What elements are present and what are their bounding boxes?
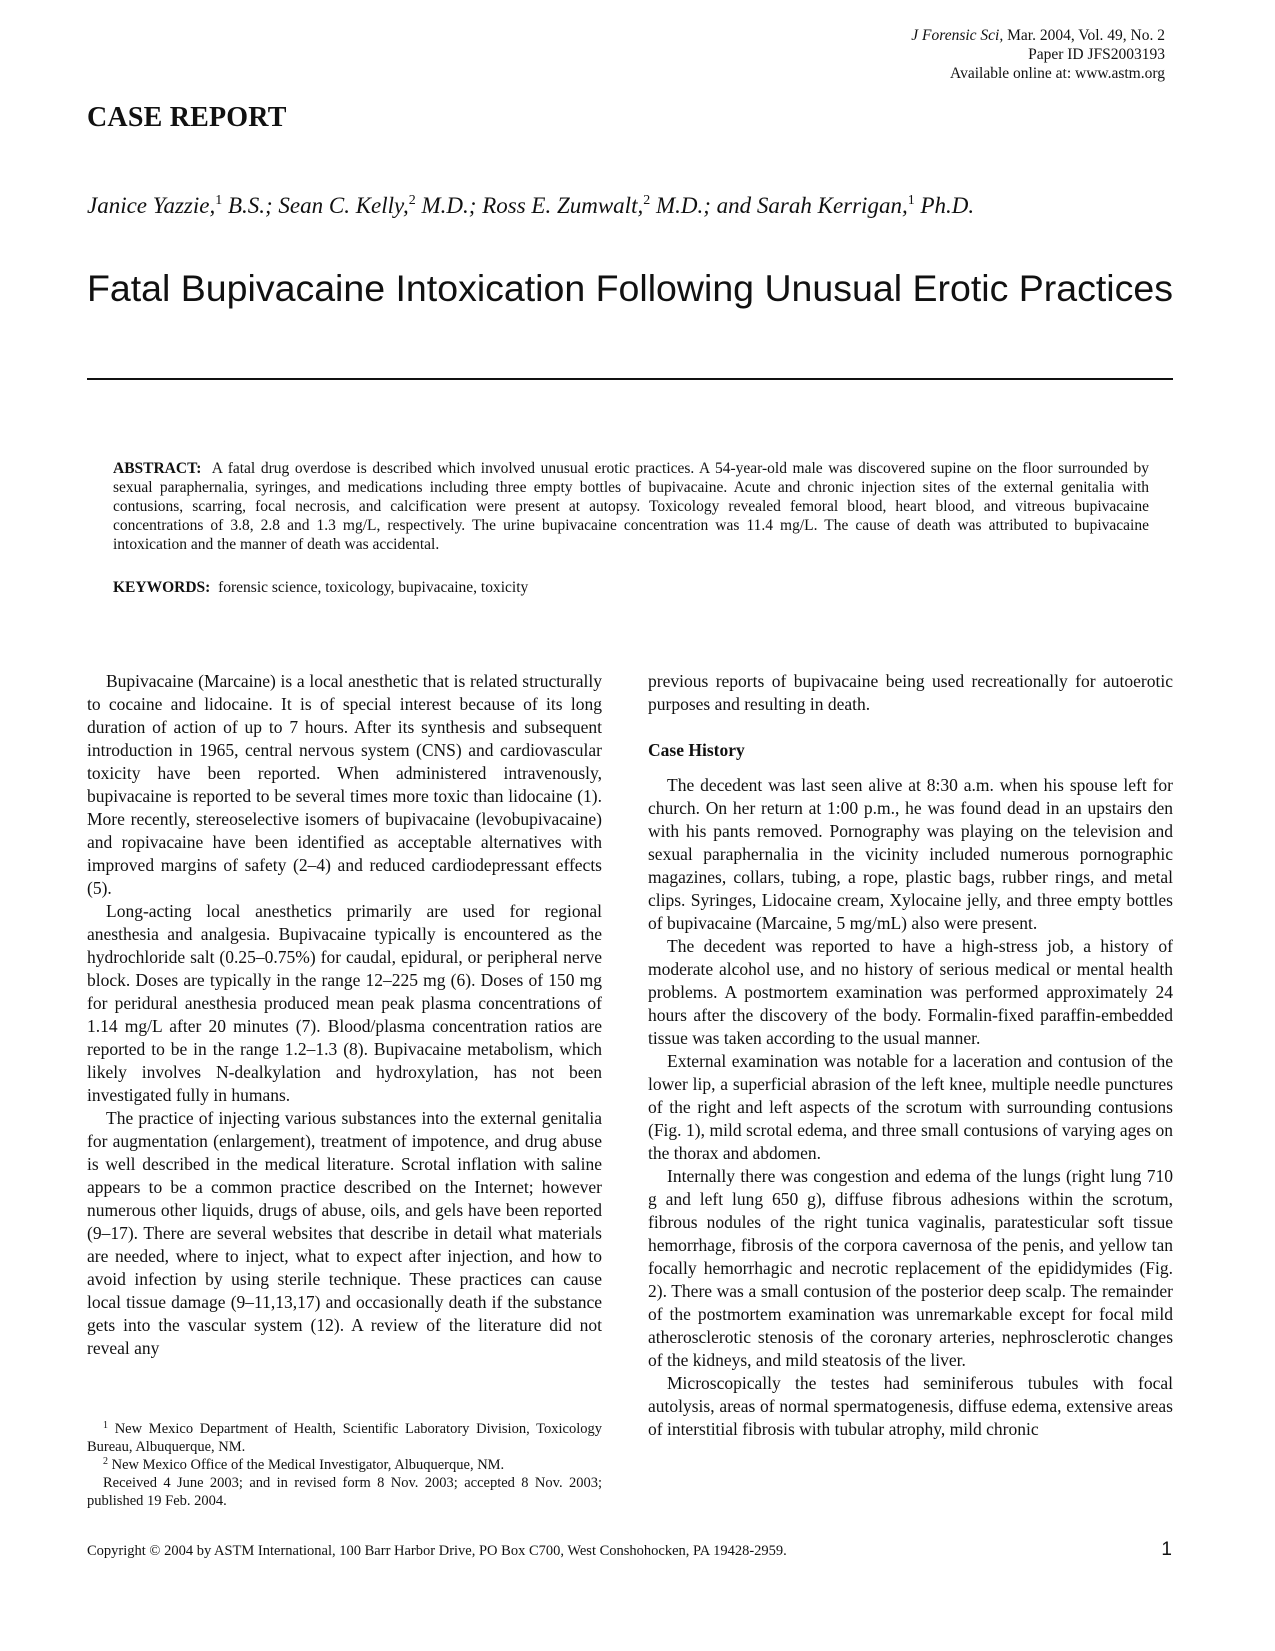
section-label: CASE REPORT bbox=[87, 102, 287, 133]
left-column bbox=[87, 670, 602, 1360]
footnote-mark: 1 bbox=[103, 1420, 108, 1431]
journal-name: J Forensic Sci, bbox=[911, 27, 1004, 44]
body-paragraph: Bupivacaine (Marcaine) is a local anesthetic that is related structurally to cocaine and lidocaine. It is of special interest because of its long duration of action of up to 7 hours. After its synthesis and subsequent introduction in 1965, central nervous system (CNS) and cardiovascular toxicity have been reported. When administered intravenously, bupivacaine is reported to be several times more toxic than lidocaine (1). More recently, stereoselective isomers of bupivacaine (levobupivacaine) and ropivacaine have been identified as acceptable alternatives with improved margins of safety (2–4) and reduced cardiodepressant effects (5). bbox=[87, 671, 602, 898]
abstract-label: ABSTRACT: bbox=[113, 460, 202, 477]
footnotes bbox=[87, 1420, 602, 1510]
body-paragraph: Long-acting local anesthetics primarily are used for regional anesthesia and analgesia. Bupivacaine typically is encountered as the hydrochloride salt (0.25–0.75%) for caudal, epidural, or peripheral nerve block. Doses are typically in the range 12–225 mg (6). Doses of 150 mg for peridural anesthesia produced mean peak plasma concentrations of 1.14 mg/L after 20 minutes (7). Blood/plasma concentration ratios are reported to be in the range 1.2–1.3 (8). Bupivacaine metabolism, which likely involves N-dealkylation and hydroxylation, has not been investigated fully in humans. bbox=[87, 901, 602, 1105]
page-number: 1 bbox=[1161, 1539, 1172, 1560]
author-list bbox=[87, 193, 974, 219]
paper-id: Paper ID JFS2003193 bbox=[1028, 46, 1165, 63]
author-degree: B.S.; bbox=[222, 193, 279, 218]
author-degree: Ph.D. bbox=[914, 193, 975, 218]
author-affiliation-mark: 1 bbox=[215, 193, 223, 208]
footnote bbox=[87, 1420, 602, 1456]
section-heading: Case History bbox=[648, 740, 745, 760]
copyright-notice: Copyright © 2004 by ASTM International, 100 Barr Harbor Drive, PO Box C700, West Conshohocken, PA 19428-2959. bbox=[87, 1543, 787, 1559]
footnote-text: New Mexico Department of Health, Scientific Laboratory Division, Toxicology Bureau, Albuquerque, NM. bbox=[87, 1421, 602, 1455]
body-paragraph: External examination was notable for a laceration and contusion of the lower lip, a superficial abrasion of the left knee, multiple needle punctures of the right and left aspects of the scrotum with surrounding contusions (Fig. 1), mild scrotal edema, and three small contusions of varying ages on the thorax and abdomen. bbox=[648, 1051, 1173, 1163]
footnote-mark: 2 bbox=[103, 1456, 108, 1467]
body-paragraph-continuation: previous reports of bupivacaine being used recreationally for autoerotic purposes and resulting in death. bbox=[648, 671, 1173, 714]
author-name: Sean C. Kelly, bbox=[278, 193, 409, 218]
journal-citation bbox=[911, 26, 1165, 45]
author-degree: M.D.; bbox=[415, 193, 483, 218]
title-divider bbox=[87, 378, 1173, 380]
footnote-text: New Mexico Office of the Medical Investigator, Albuquerque, NM. bbox=[108, 1457, 505, 1473]
body-paragraph: The decedent was reported to have a high-stress job, a history of moderate alcohol use, and no history of serious medical or mental health problems. A postmortem examination was performed approximately 24 hours after the discovery of the body. Formalin-fixed paraffin-embedded tissue was taken according to the usual manner. bbox=[648, 936, 1173, 1048]
body-paragraph: Microscopically the testes had seminiferous tubules with focal autolysis, areas of normal spermatogenesis, diffuse edema, extensive areas of interstitial fibrosis with tubular atrophy, mild chronic bbox=[648, 1373, 1173, 1439]
body-paragraph: The decedent was last seen alive at 8:30 a.m. when his spouse left for church. On her return at 1:00 p.m., he was found dead in an upstairs den with his pants removed. Pornography was playing on the television and sexual paraphernalia in the vicinity included numerous pornographic magazines, collars, tubing, a rope, plastic bags, rubber rings, and metal clips. Syringes, Lidocaine cream, Xylocaine jelly, and three empty bottles of bupivacaine (Marcaine, 5 mg/mL) also were present. bbox=[648, 775, 1173, 933]
keywords bbox=[113, 578, 528, 597]
keywords-label: KEYWORDS: bbox=[113, 579, 211, 596]
availability-note: Available online at: www.astm.org bbox=[950, 65, 1165, 82]
journal-header bbox=[911, 26, 1165, 83]
body-paragraph: The practice of injecting various substances into the external genitalia for augmentation (enlargement), treatment of impotence, and drug abuse is well described in the medical literature. Scrotal inflation with saline appears to be a common practice described on the Internet; however numerous other liquids, drugs of abuse, oils, and gels have been reported (9–17). There are several websites that describe in detail what materials are needed, where to inject, what to expect after injection, and how to avoid infection by using sterile technique. These practices can cause local tissue damage (9–11,13,17) and occasionally death if the substance gets into the vascular system (12). A review of the literature did not reveal any bbox=[87, 1108, 602, 1358]
author-affiliation-mark: 2 bbox=[643, 193, 651, 208]
paper-title: Fatal Bupivacaine Intoxication Following Unusual Erotic Practices bbox=[87, 267, 1173, 309]
author-name: Janice Yazzie, bbox=[87, 193, 216, 218]
keywords-text: forensic science, toxicology, bupivacaine, toxicity bbox=[218, 579, 529, 596]
author-affiliation-mark: 2 bbox=[408, 193, 416, 208]
author-name: Sarah Kerrigan, bbox=[756, 193, 908, 218]
footnote bbox=[87, 1474, 602, 1510]
abstract bbox=[113, 459, 1149, 554]
body-paragraph: Internally there was congestion and edema of the lungs (right lung 710 g and left lung 650 g), diffuse fibrous adhesions within the scrotum, fibrous nodules of the right tunica vaginalis, paratesticular soft tissue hemorrhage, fibrosis of the corpora cavernosa of the penis, and yellow tan focally hemorrhagic and necrotic replacement of the epididymides (Fig. 2). There was a small contusion of the posterior deep scalp. The remainder of the postmortem examination was unremarkable except for focal mild atherosclerotic stenosis of the coronary arteries, nephrosclerotic changes of the kidneys, and mild steatosis of the liver. bbox=[648, 1166, 1173, 1370]
journal-issue: Mar. 2004, Vol. 49, No. 2 bbox=[1003, 27, 1165, 44]
footnote-text: Received 4 June 2003; and in revised form 8 Nov. 2003; accepted 8 Nov. 2003; published 19 Feb. 2004. bbox=[87, 1475, 602, 1509]
footnote bbox=[87, 1456, 602, 1474]
author-affiliation-mark: 1 bbox=[907, 193, 915, 208]
right-column bbox=[648, 670, 1173, 1441]
author-name: Ross E. Zumwalt, bbox=[482, 193, 644, 218]
author-degree: M.D.; and bbox=[650, 193, 757, 218]
abstract-text: A fatal drug overdose is described which involved unusual erotic practices. A 54-year-old male was discovered supine on the floor surrounded by sexual paraphernalia, syringes, and medications including three empty bottles of bupivacaine. Acute and chronic injection sites of the external genitalia with contusions, scarring, focal necrosis, and calcification were present at autopsy. Toxicology revealed femoral blood, heart blood, and vitreous bupivacaine concentrations of 3.8, 2.8 and 1.3 mg/L, respectively. The urine bupivacaine concentration was 11.4 mg/L. The cause of death was attributed to bupivacaine intoxication and the manner of death was accidental. bbox=[113, 460, 1149, 553]
